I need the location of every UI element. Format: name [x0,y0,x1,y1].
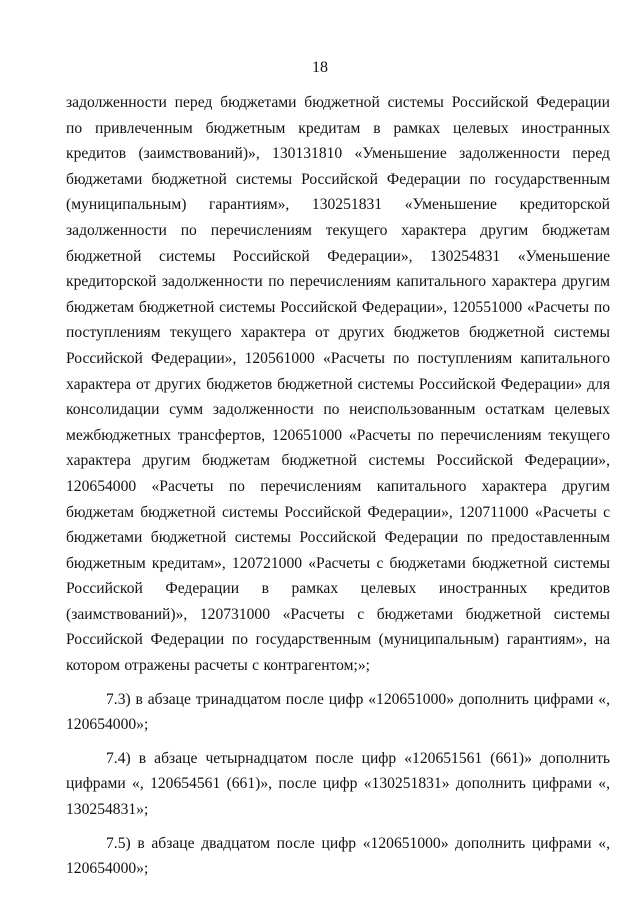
page-number: 18 [312,59,328,76]
paragraph-item-7-5: 7.5) в абзаце двадцатом после цифр «120651000» дополнить цифрами «, 120654000»; [66,834,610,878]
document-body [66,90,610,882]
paragraph-item-7-3: 7.3) в абзаце тринадцатом после цифр «120651000» дополнить цифрами «, 120654000»; [66,690,610,734]
paragraph-item-7-4: 7.4) в абзаце четырнадцатом после цифр «120651561 (661)» дополнить цифрами «, 120654561 (661)», после цифр «130251831» дополнить цифрами «, 130254831»; [66,749,610,819]
paragraph-continuation: задолженности перед бюджетами бюджетной системы Российской Федерации по привлеченным бюджетным кредитам в рамках целевых иностранных кредитов (заимствований)», 130131810 «Уменьшение задолженности перед бюджетами бюджетной системы Российской Федерации по государственным (муниципальным) гарантиям», 130251831 «Уменьшение кредиторской задолженности по перечислениям текущего характера другим бюджетам бюджетной системы Российской Федерации», 130254831 «Уменьшение кредиторской задолженности по перечислениям капитального характера другим бюджетам бюджетной системы Российской Федерации», 120551000 «Расчеты по поступлениям текущего характера от других бюджетов бюджетной системы Российской Федерации», 120561000 «Расчеты по поступлениям капитального характера от других бюджетов бюджетной системы Российской Федерации» для консолидации сумм задолженности по неиспользованным остаткам целевых межбюджетных трансфертов, 120651000 «Расчеты по перечислениям текущего характера другим бюджетам бюджетной системы Российской Федерации», 120654000 «Расчеты по перечислениям капитального характера другим бюджетам бюджетной системы Российской Федерации», 120711000 «Расчеты с бюджетами бюджетной системы Российской Федерации по предоставленным бюджетным кредитам», 120721000 «Расчеты с бюджетами бюджетной системы Российской Федерации в рамках целевых иностранных кредитов (заимствований)», 120731000 «Расчеты с бюджетами бюджетной системы Российской Федерации по государственным (муниципальным) гарантиям», на котором отражены расчеты с контрагентом;»; [66,94,610,675]
